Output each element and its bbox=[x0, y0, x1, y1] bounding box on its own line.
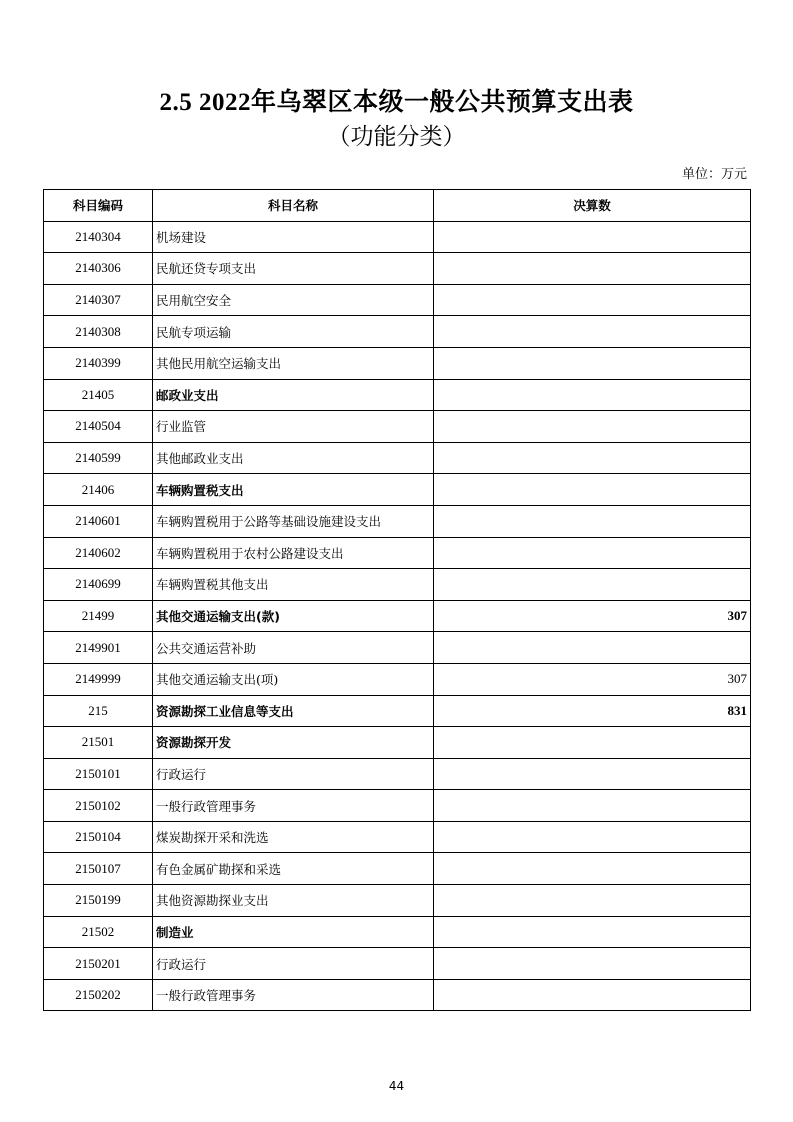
cell-code: 2140307 bbox=[44, 284, 153, 316]
cell-code: 2140308 bbox=[44, 316, 153, 348]
table-row bbox=[44, 790, 751, 822]
table-row bbox=[44, 442, 751, 474]
cell-amount bbox=[434, 442, 751, 474]
cell-code: 2140602 bbox=[44, 537, 153, 569]
cell-code: 2140306 bbox=[44, 253, 153, 285]
header-code: 科目编码 bbox=[44, 190, 153, 222]
cell-code: 2140601 bbox=[44, 505, 153, 537]
cell-name: 民航还贷专项支出 bbox=[153, 253, 434, 285]
cell-code: 2149999 bbox=[44, 663, 153, 695]
table-row bbox=[44, 821, 751, 853]
cell-amount bbox=[434, 253, 751, 285]
cell-name: 其他资源勘探业支出 bbox=[153, 885, 434, 917]
cell-name: 车辆购置税用于公路等基础设施建设支出 bbox=[153, 505, 434, 537]
page-title: 2.5 2022年乌翠区本级一般公共预算支出表 bbox=[159, 89, 634, 116]
table-row bbox=[44, 727, 751, 759]
table-body bbox=[44, 221, 751, 1011]
cell-amount bbox=[434, 821, 751, 853]
cell-amount bbox=[434, 221, 751, 253]
cell-code: 2150202 bbox=[44, 979, 153, 1011]
cell-amount bbox=[434, 790, 751, 822]
cell-code: 2140399 bbox=[44, 347, 153, 379]
cell-amount: 307 bbox=[434, 600, 751, 632]
cell-name: 有色金属矿勘探和采选 bbox=[153, 853, 434, 885]
table-row bbox=[44, 537, 751, 569]
cell-code: 2150104 bbox=[44, 821, 153, 853]
cell-name: 其他民用航空运输支出 bbox=[153, 347, 434, 379]
table-row bbox=[44, 600, 751, 632]
cell-name: 车辆购置税支出 bbox=[153, 474, 434, 506]
table-row bbox=[44, 632, 751, 664]
cell-amount bbox=[434, 347, 751, 379]
cell-name: 其他邮政业支出 bbox=[153, 442, 434, 474]
cell-name: 机场建设 bbox=[153, 221, 434, 253]
cell-code: 21499 bbox=[44, 600, 153, 632]
cell-code: 2150201 bbox=[44, 948, 153, 980]
cell-amount bbox=[434, 474, 751, 506]
cell-name: 行业监管 bbox=[153, 411, 434, 443]
cell-amount bbox=[434, 505, 751, 537]
cell-code: 2140699 bbox=[44, 569, 153, 601]
cell-amount bbox=[434, 316, 751, 348]
cell-code: 2150199 bbox=[44, 885, 153, 917]
cell-name: 其他交通运输支出(款) bbox=[153, 600, 434, 632]
unit-label: 单位：万元 bbox=[681, 167, 747, 182]
table-row bbox=[44, 316, 751, 348]
table-row bbox=[44, 284, 751, 316]
cell-name: 车辆购置税其他支出 bbox=[153, 569, 434, 601]
table-row bbox=[44, 758, 751, 790]
cell-amount bbox=[434, 411, 751, 443]
cell-code: 2150107 bbox=[44, 853, 153, 885]
table-row bbox=[44, 569, 751, 601]
table-row bbox=[44, 379, 751, 411]
cell-code: 21406 bbox=[44, 474, 153, 506]
cell-amount bbox=[434, 569, 751, 601]
cell-name: 资源勘探工业信息等支出 bbox=[153, 695, 434, 727]
table-row bbox=[44, 948, 751, 980]
cell-code: 2140504 bbox=[44, 411, 153, 443]
cell-name: 邮政业支出 bbox=[153, 379, 434, 411]
cell-name: 行政运行 bbox=[153, 948, 434, 980]
cell-amount bbox=[434, 979, 751, 1011]
cell-code: 2150102 bbox=[44, 790, 153, 822]
table-row bbox=[44, 411, 751, 443]
cell-code: 2140304 bbox=[44, 221, 153, 253]
cell-amount bbox=[434, 916, 751, 948]
budget-table bbox=[43, 189, 751, 1011]
cell-code: 2150101 bbox=[44, 758, 153, 790]
table-row bbox=[44, 253, 751, 285]
cell-name: 煤炭勘探开采和洗选 bbox=[153, 821, 434, 853]
cell-name: 一般行政管理事务 bbox=[153, 790, 434, 822]
cell-name: 公共交通运营补助 bbox=[153, 632, 434, 664]
cell-amount: 831 bbox=[434, 695, 751, 727]
cell-amount bbox=[434, 632, 751, 664]
cell-amount bbox=[434, 379, 751, 411]
cell-name: 资源勘探开发 bbox=[153, 727, 434, 759]
cell-amount bbox=[434, 885, 751, 917]
cell-name: 民航专项运输 bbox=[153, 316, 434, 348]
header-amount: 决算数 bbox=[434, 190, 751, 222]
cell-code: 21502 bbox=[44, 916, 153, 948]
cell-amount bbox=[434, 758, 751, 790]
table-row bbox=[44, 853, 751, 885]
cell-amount: 307 bbox=[434, 663, 751, 695]
table-row bbox=[44, 979, 751, 1011]
cell-amount bbox=[434, 948, 751, 980]
cell-code: 2140599 bbox=[44, 442, 153, 474]
table-row bbox=[44, 663, 751, 695]
page-number: 44 bbox=[388, 1079, 405, 1093]
table-row bbox=[44, 695, 751, 727]
cell-code: 2149901 bbox=[44, 632, 153, 664]
cell-amount bbox=[434, 853, 751, 885]
cell-name: 行政运行 bbox=[153, 758, 434, 790]
table-row bbox=[44, 347, 751, 379]
page-subtitle: （功能分类） bbox=[327, 124, 466, 150]
cell-code: 21405 bbox=[44, 379, 153, 411]
table-row bbox=[44, 474, 751, 506]
cell-name: 民用航空安全 bbox=[153, 284, 434, 316]
table-row bbox=[44, 916, 751, 948]
cell-amount bbox=[434, 537, 751, 569]
cell-name: 一般行政管理事务 bbox=[153, 979, 434, 1011]
cell-code: 21501 bbox=[44, 727, 153, 759]
cell-code: 215 bbox=[44, 695, 153, 727]
table-row bbox=[44, 221, 751, 253]
cell-name: 车辆购置税用于农村公路建设支出 bbox=[153, 537, 434, 569]
cell-name: 其他交通运输支出(项) bbox=[153, 663, 434, 695]
table-row bbox=[44, 505, 751, 537]
header-name: 科目名称 bbox=[153, 190, 434, 222]
table-header-row bbox=[44, 190, 751, 222]
table-row bbox=[44, 885, 751, 917]
cell-amount bbox=[434, 284, 751, 316]
cell-name: 制造业 bbox=[153, 916, 434, 948]
cell-amount bbox=[434, 727, 751, 759]
